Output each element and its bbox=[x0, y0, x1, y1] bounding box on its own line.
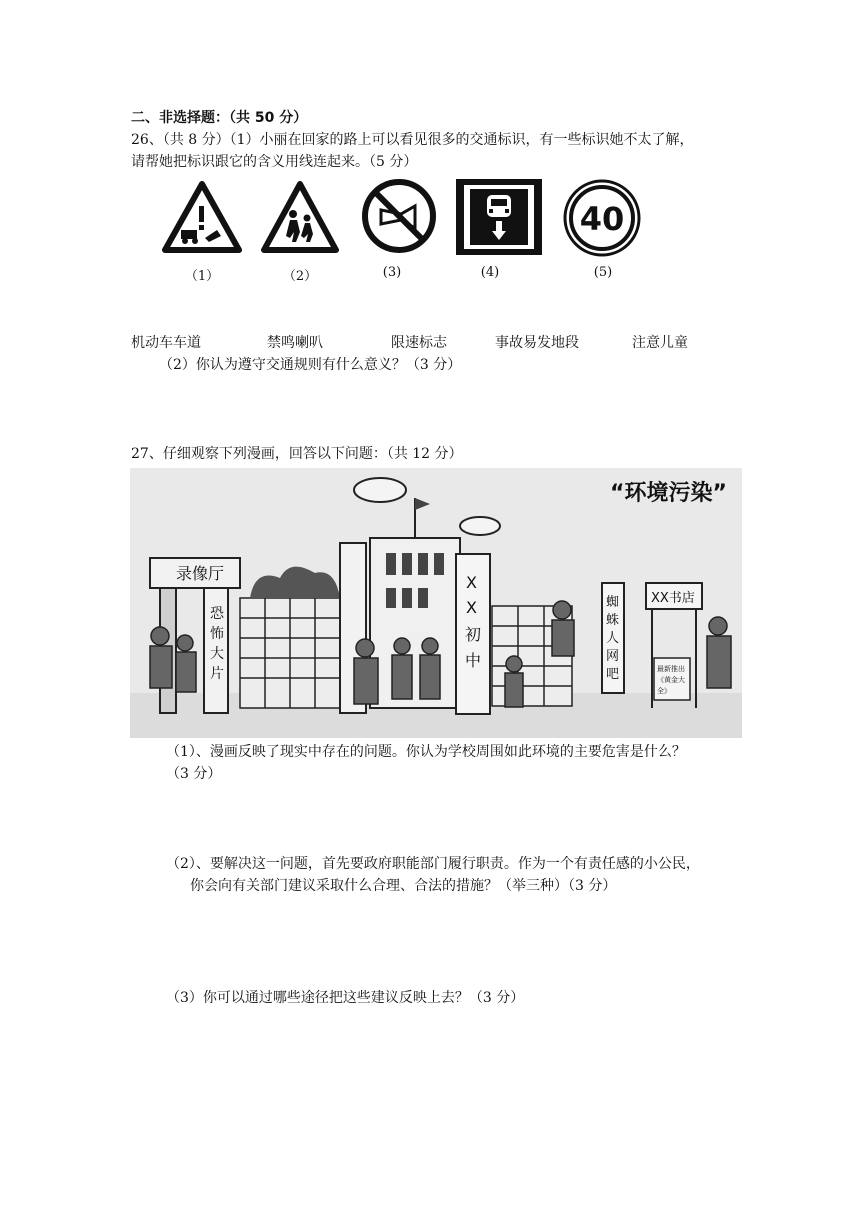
section-title: 二、非选择题：（共 50 分） bbox=[131, 110, 308, 126]
meaning-2: 禁鸣喇叭 bbox=[267, 335, 323, 351]
svg-text:X: X bbox=[466, 598, 477, 617]
motor-vehicle-lane-icon bbox=[454, 177, 544, 257]
svg-text:吧: 吧 bbox=[606, 667, 620, 682]
sign-label-5: (5) bbox=[593, 265, 613, 280]
meaning-3: 限速标志 bbox=[391, 335, 447, 351]
svg-text:初: 初 bbox=[465, 625, 482, 644]
speed-limit-value: 40 bbox=[579, 200, 625, 238]
svg-text:全》: 全》 bbox=[657, 687, 671, 695]
q27-p1-line2: （3 分） bbox=[166, 766, 222, 782]
svg-text:蜘: 蜘 bbox=[606, 595, 620, 610]
speed-limit-icon bbox=[562, 178, 642, 258]
sign-label-2: （2） bbox=[282, 269, 318, 284]
svg-text:中: 中 bbox=[465, 651, 482, 670]
meaning-4: 事故易发地段 bbox=[495, 335, 579, 351]
svg-text:片: 片 bbox=[210, 666, 224, 682]
sign-label-3: (3) bbox=[382, 265, 402, 280]
svg-text:恐: 恐 bbox=[210, 606, 224, 622]
svg-text:大: 大 bbox=[210, 646, 224, 662]
q26-line2: 请帮她把标识跟它的含义用线连起来。（5 分） bbox=[131, 154, 418, 170]
q27-p2-line2: 你会向有关部门建议采取什么合理、合法的措施？（举三种）（3 分） bbox=[190, 878, 617, 894]
svg-text:网: 网 bbox=[606, 649, 620, 664]
children-warning-icon bbox=[260, 180, 340, 254]
q27-p3: （3）你可以通过哪些途径把这些建议反映上去？（3 分） bbox=[166, 990, 525, 1006]
environment-pollution-comic bbox=[130, 468, 742, 738]
q26-part2: （2）你认为遵守交通规则有什么意义？（3 分） bbox=[159, 357, 462, 373]
meaning-1: 机动车车道 bbox=[131, 335, 201, 351]
comic-title: “环境污染” bbox=[610, 481, 727, 506]
sign-label-1: （1） bbox=[184, 269, 220, 284]
bookstore-sign: XX书店 bbox=[651, 591, 695, 606]
svg-text:蛛: 蛛 bbox=[606, 613, 620, 628]
meaning-5: 注意儿童 bbox=[632, 335, 688, 351]
svg-text:X: X bbox=[466, 573, 477, 592]
sign-label-4: (4) bbox=[480, 265, 500, 280]
svg-text:最新推出: 最新推出 bbox=[657, 665, 685, 673]
q26-line1: 26、（共 8 分）（1）小丽在回家的路上可以看见很多的交通标识，有一些标识她不太了解， bbox=[131, 132, 694, 148]
video-hall-sign: 录像厅 bbox=[176, 564, 225, 583]
svg-text:人: 人 bbox=[606, 631, 620, 646]
q27-p2-line1: （2）、要解决这一问题，首先要政府职能部门履行职责。作为一个有责任感的小公民， bbox=[166, 856, 700, 872]
svg-text:怖: 怖 bbox=[210, 626, 224, 642]
svg-text:《黄金大: 《黄金大 bbox=[657, 676, 685, 684]
no-honking-icon bbox=[361, 178, 437, 254]
q27-p1-line1: （1）、漫画反映了现实中存在的问题。你认为学校周围如此环境的主要危害是什么？ bbox=[166, 744, 686, 760]
accident-warning-icon bbox=[161, 180, 243, 254]
q27-intro: 27、仔细观察下列漫画，回答以下问题：（共 12 分） bbox=[131, 446, 463, 462]
